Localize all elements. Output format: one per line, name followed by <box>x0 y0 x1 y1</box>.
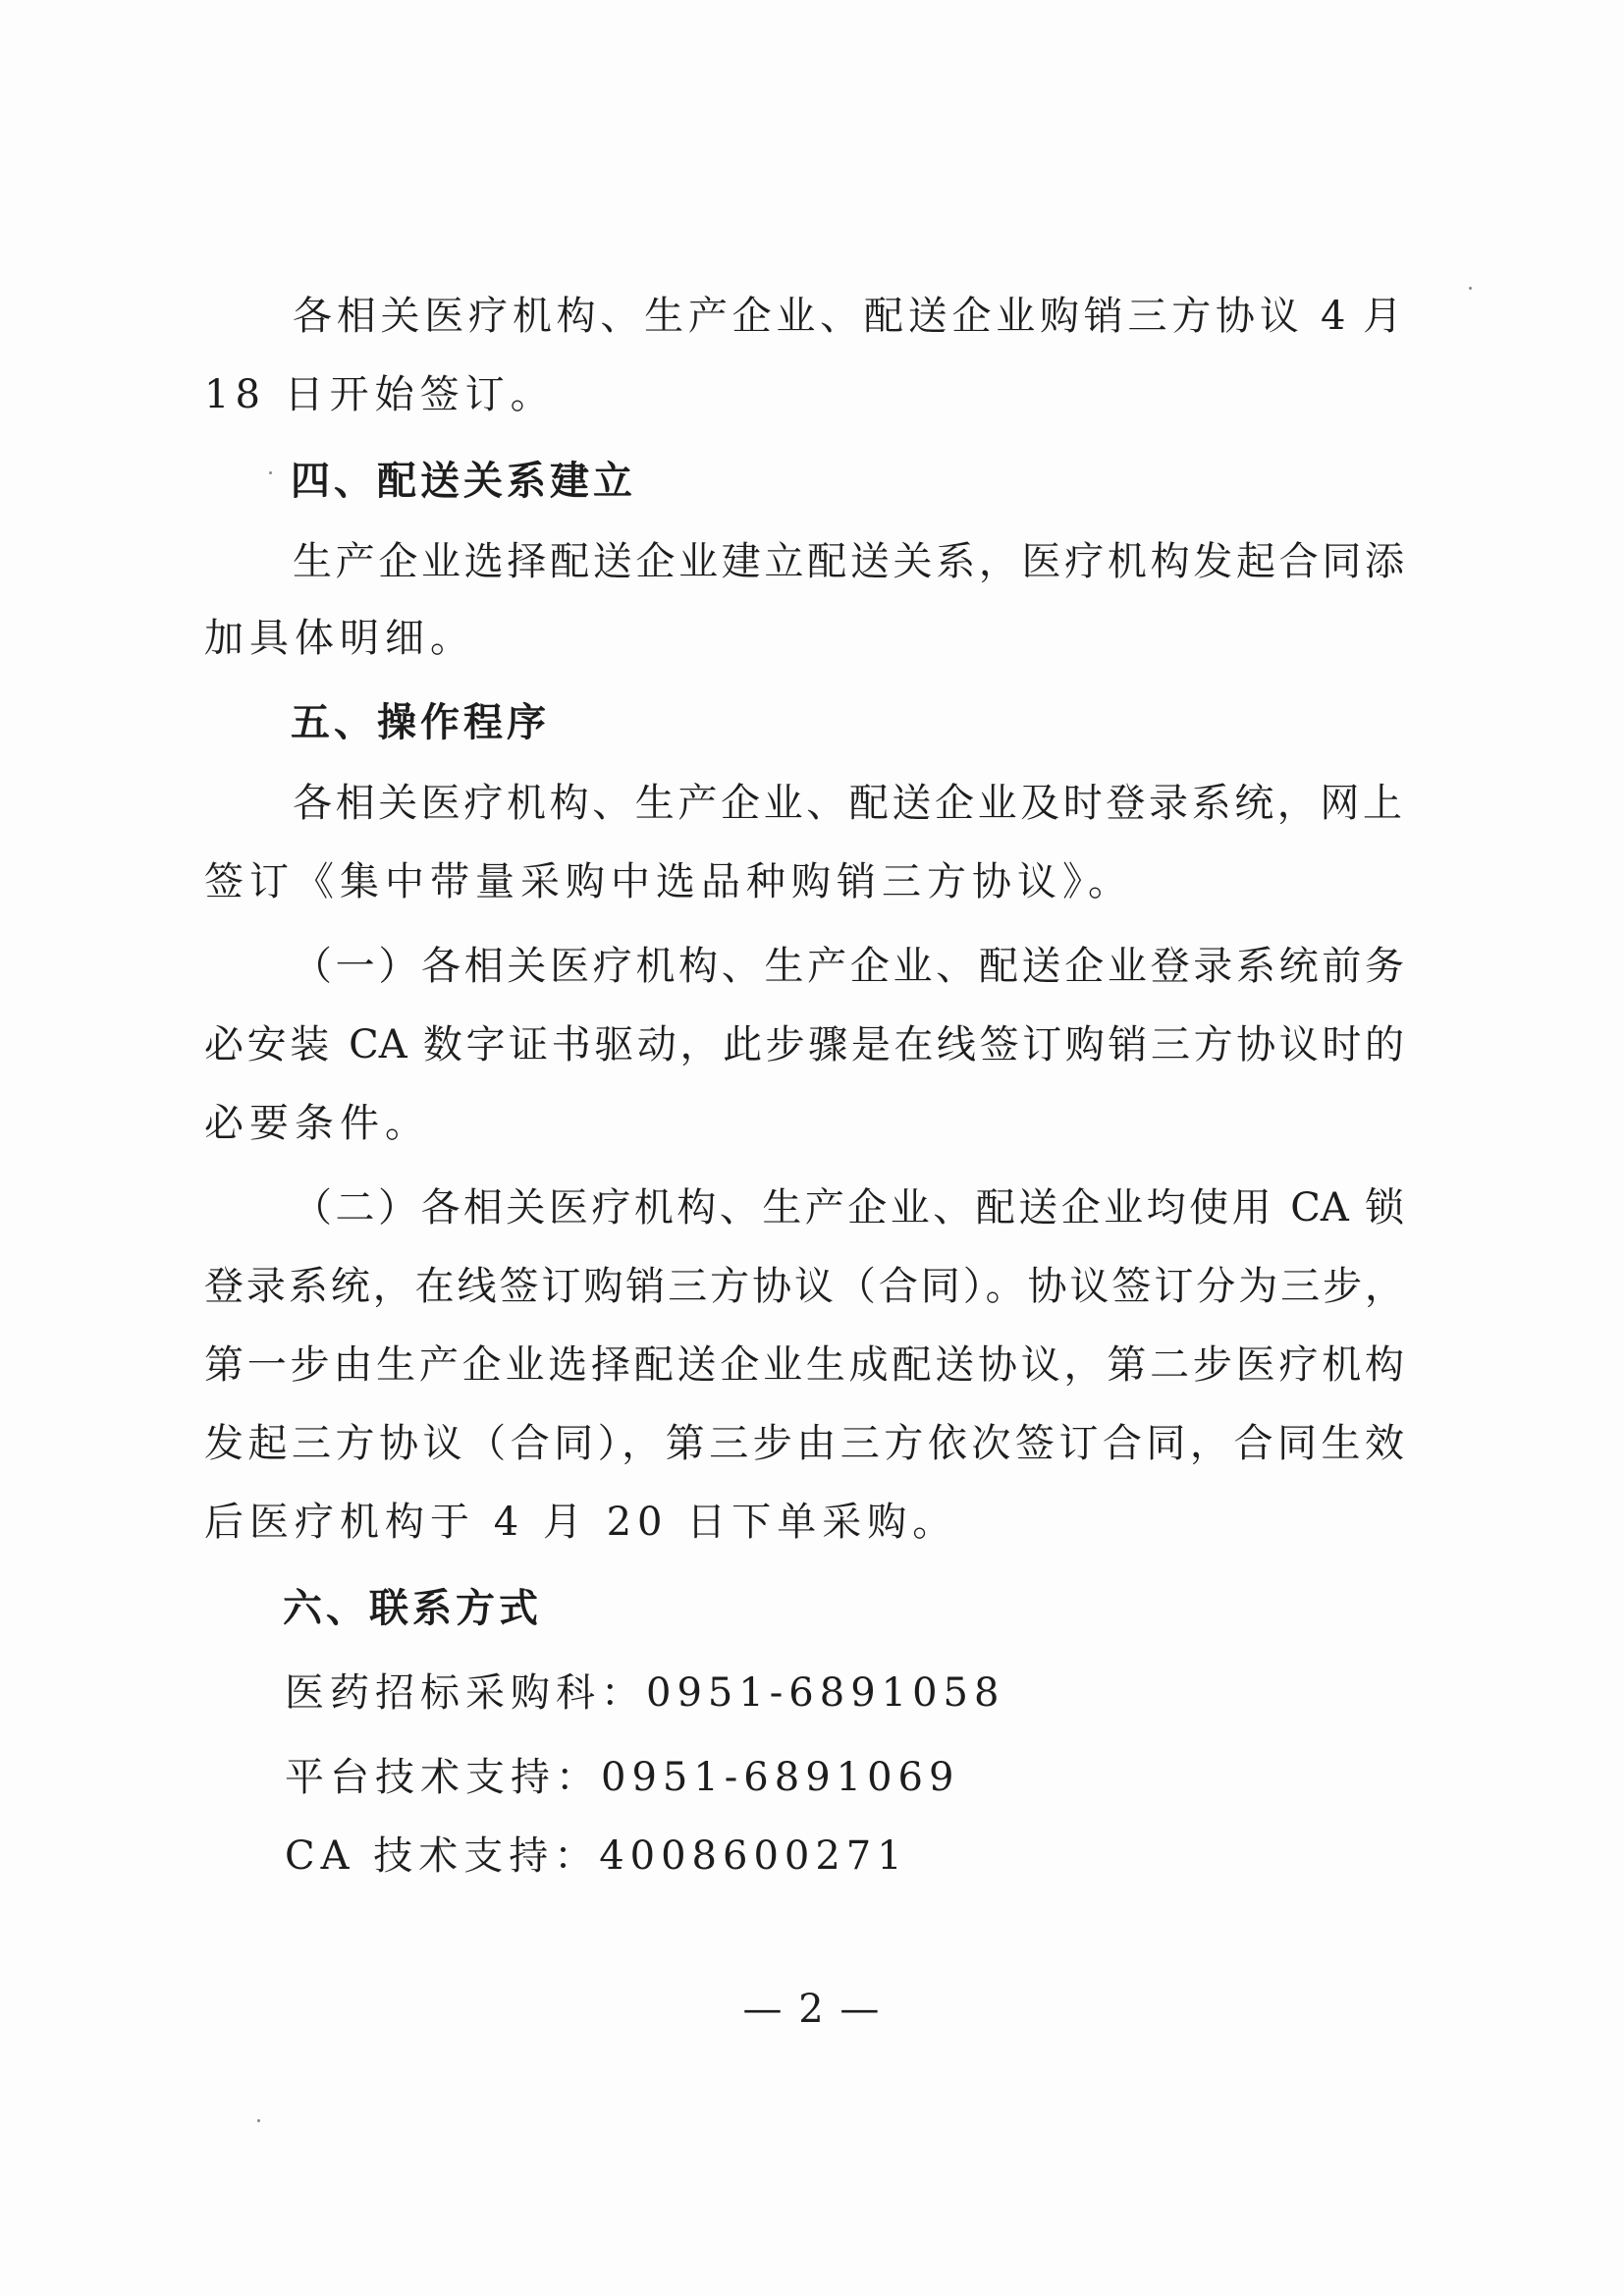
paragraph-line: 必要条件。 <box>204 1101 430 1146</box>
paragraph-line: 第一步由生产企业选择配送企业生成配送协议，第二步医疗机构 <box>204 1342 1404 1388</box>
scan-speck <box>1469 287 1472 290</box>
paragraph-line: 签订《集中带量采购中选品种购销三方协议》。 <box>204 859 1133 904</box>
scan-speck <box>257 2119 260 2122</box>
paragraph-line: 18 日开始签订。 <box>204 372 556 417</box>
section-heading: 四、配送关系建立 <box>291 459 636 504</box>
paragraph-line: （一）各相关医疗机构、生产企业、配送企业登录系统前务 <box>293 944 1404 989</box>
section-heading: 六、联系方式 <box>283 1586 542 1631</box>
paragraph-line: 发起三方协议（合同），第三步由三方依次签订合同，合同生效 <box>204 1421 1404 1466</box>
paragraph-line: （二）各相关医疗机构、生产企业、配送企业均使用 CA 锁 <box>293 1185 1404 1230</box>
paragraph-line: 各相关医疗机构、生产企业、配送企业购销三方协议 4 月 <box>293 294 1402 339</box>
page-number: — 2 — <box>742 1987 882 2032</box>
paragraph-line: 必安装 CA 数字证书驱动，此步骤是在线签订购销三方协议时的 <box>204 1022 1404 1067</box>
paragraph-line: 登录系统，在线签订购销三方协议（合同）。协议签订分为三步， <box>204 1264 1404 1309</box>
scan-speck <box>269 471 272 474</box>
paragraph-line: 后医疗机构于 4 月 20 日下单采购。 <box>204 1500 958 1545</box>
paragraph-line: 生产企业选择配送企业建立配送关系，医疗机构发起合同添 <box>293 539 1404 584</box>
contact-line: CA 技术支持：4008600271 <box>285 1833 908 1879</box>
contact-line: 医药招标采购科：0951-6891058 <box>285 1670 1005 1716</box>
paragraph-line: 加具体明细。 <box>204 616 475 661</box>
contact-line: 平台技术支持：0951-6891069 <box>285 1755 960 1800</box>
section-heading: 五、操作程序 <box>291 700 550 745</box>
paragraph-line: 各相关医疗机构、生产企业、配送企业及时登录系统，网上 <box>293 781 1402 826</box>
